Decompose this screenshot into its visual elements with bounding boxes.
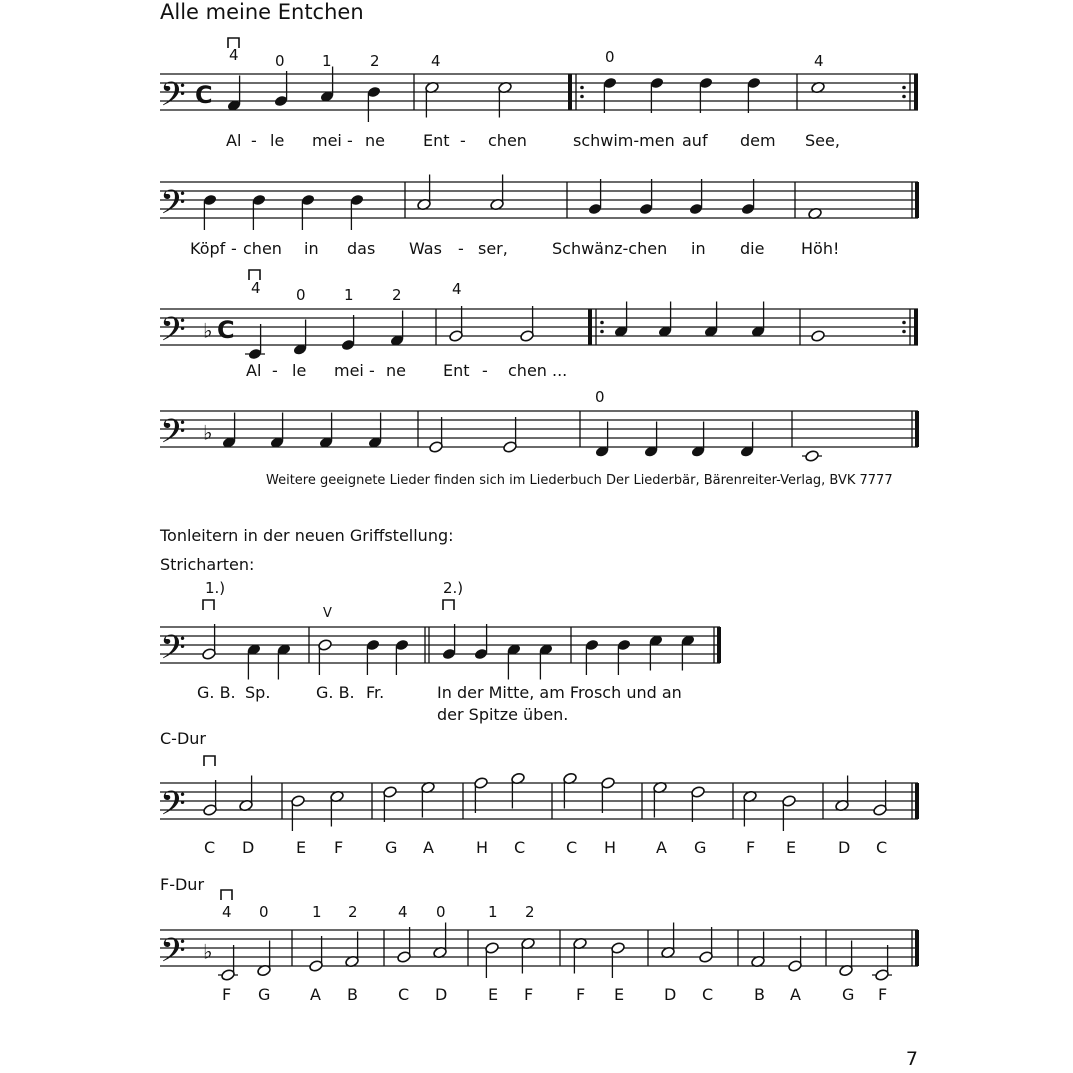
note-name: F <box>334 838 344 857</box>
repeat-dot <box>580 86 584 90</box>
note-name: D <box>242 838 255 857</box>
fingering-number: 0 <box>605 48 615 66</box>
lyric-syllable: Ent <box>443 361 470 380</box>
fingering-number: 2 <box>525 903 535 921</box>
lyric-syllable: die <box>740 239 765 258</box>
time-signature-icon: C <box>217 316 235 344</box>
note-name: G <box>385 838 398 857</box>
lyric-hyphen: - <box>369 361 375 380</box>
bass-clef-icon: 𝄢 <box>160 629 186 675</box>
page-number: 7 <box>905 1048 918 1070</box>
note-name: E <box>786 838 797 857</box>
flat-icon: ♭ <box>203 420 213 445</box>
note-name: C <box>514 838 526 857</box>
f-major-heading: F-Dur <box>160 875 205 894</box>
lyric-syllable: Köpf <box>190 239 226 258</box>
final-bar <box>915 182 919 218</box>
flat-icon: ♭ <box>203 939 213 964</box>
lyric-syllable: mei <box>312 131 342 150</box>
lyric-syllable: das <box>347 239 376 258</box>
lyric-syllable: Höh! <box>801 239 840 258</box>
note-name: A <box>423 838 434 857</box>
bowing-heading: Stricharten: <box>160 555 255 574</box>
bass-clef-icon: 𝄢 <box>160 413 186 459</box>
repeat-dot <box>902 86 906 90</box>
note-name: F <box>524 985 534 1004</box>
note-name: H <box>604 838 617 857</box>
bowing-label: Sp. <box>245 683 271 702</box>
fingering-number: 2 <box>370 52 380 70</box>
down-bow-icon <box>443 600 454 610</box>
note-name: G <box>258 985 271 1004</box>
bass-clef-icon: 𝄢 <box>160 932 186 978</box>
lyric-syllable: chen <box>488 131 527 150</box>
fingering-number: 0 <box>436 903 446 921</box>
lyric-syllable: le <box>270 131 285 150</box>
fingering-number: 4 <box>229 46 239 64</box>
flat-icon: ♭ <box>203 318 213 343</box>
repeat-dot <box>600 321 604 325</box>
fingering-number: 4 <box>398 903 408 921</box>
bass-clef-icon: 𝄢 <box>160 311 186 357</box>
fingering-number: 0 <box>595 388 605 406</box>
note-name: D <box>838 838 851 857</box>
note-name: D <box>664 985 677 1004</box>
bass-clef-icon: 𝄢 <box>160 76 186 122</box>
note-name: E <box>614 985 625 1004</box>
bass-clef-icon: 𝄢 <box>160 785 186 831</box>
fingering-number: 4 <box>452 280 462 298</box>
repeat-dot <box>902 330 906 334</box>
fingering-number: 1 <box>344 286 354 304</box>
fingering-number: 4 <box>431 52 441 70</box>
repeat-dot <box>902 321 906 325</box>
lyric-hyphen: - <box>482 361 488 380</box>
bowing-instruction: In der Mitte, am Frosch und an <box>437 683 682 702</box>
lyric-hyphen: - <box>458 239 464 258</box>
lyric-syllable: Al <box>246 361 262 380</box>
note-name: G <box>694 838 707 857</box>
repeat-dot <box>902 95 906 99</box>
exercise-label-1: 1.) <box>205 579 226 597</box>
lyric-syllable: See, <box>805 131 840 150</box>
note-head <box>811 330 826 343</box>
lyric-syllable: chen ... <box>508 361 568 380</box>
repeat-dot <box>580 95 584 99</box>
final-bar <box>717 627 721 663</box>
up-bow-icon: V <box>323 606 332 621</box>
lyric-syllable: Schwänz-chen <box>552 239 668 258</box>
repeat-bar <box>914 309 918 345</box>
note-name: F <box>222 985 232 1004</box>
fingering-number: 4 <box>251 279 261 297</box>
lyric-syllable: ne <box>386 361 406 380</box>
note-name: F <box>746 838 756 857</box>
note-name: B <box>754 985 765 1004</box>
lyric-syllable: dem <box>740 131 776 150</box>
lyric-syllable: le <box>292 361 307 380</box>
note-name: H <box>476 838 489 857</box>
lyric-syllable: Was <box>409 239 442 258</box>
note-name: G <box>842 985 855 1004</box>
note-name: B <box>347 985 358 1004</box>
fingering-number: 4 <box>222 903 232 921</box>
down-bow-icon <box>203 600 214 610</box>
note-name: A <box>656 838 667 857</box>
repeat-dot <box>600 330 604 334</box>
lyric-hyphen: - <box>231 239 237 258</box>
lyric-syllable: ser, <box>478 239 508 258</box>
note-name: D <box>435 985 448 1004</box>
lyric-syllable: in <box>304 239 319 258</box>
down-bow-icon <box>221 890 232 900</box>
songbook-reference: Weitere geeignete Lieder finden sich im Liederbuch Der Liederbär, Bärenreiter-Verlag, BVK 7777 <box>266 473 893 488</box>
lyric-hyphen: - <box>460 131 466 150</box>
lyric-syllable: Ent <box>423 131 450 150</box>
fingering-number: 1 <box>322 52 332 70</box>
note-name: E <box>296 838 307 857</box>
fingering-number: 4 <box>814 52 824 70</box>
note-name: A <box>310 985 321 1004</box>
fingering-number: 2 <box>348 903 358 921</box>
note-name: F <box>878 985 888 1004</box>
bowing-label: Fr. <box>366 683 385 702</box>
lyric-syllable: chen <box>243 239 282 258</box>
lyric-hyphen: - <box>251 131 257 150</box>
repeat-bar <box>914 74 918 110</box>
lyric-hyphen: - <box>347 131 353 150</box>
time-signature-icon: C <box>195 81 213 109</box>
fingering-number: 2 <box>392 286 402 304</box>
fingering-number: 1 <box>488 903 498 921</box>
down-bow-icon <box>204 756 215 766</box>
scales-heading: Tonleitern in der neuen Griffstellung: <box>160 526 454 545</box>
repeat-bar <box>568 74 572 110</box>
note-name: C <box>398 985 410 1004</box>
lyric-syllable: Al <box>226 131 242 150</box>
note-name: C <box>876 838 888 857</box>
lyric-hyphen: - <box>272 361 278 380</box>
fingering-number: 1 <box>312 903 322 921</box>
note-name: F <box>576 985 586 1004</box>
lyric-syllable: schwim-men <box>573 131 675 150</box>
lyric-syllable: mei <box>334 361 364 380</box>
final-bar <box>915 411 919 447</box>
lyric-syllable: ne <box>365 131 385 150</box>
bass-clef-icon: 𝄢 <box>160 184 186 230</box>
song-title: Alle meine Entchen <box>160 0 364 24</box>
repeat-bar <box>588 309 592 345</box>
fingering-number: 0 <box>259 903 269 921</box>
bowing-instruction: der Spitze üben. <box>437 705 569 724</box>
note-name: C <box>204 838 216 857</box>
note-name: A <box>790 985 801 1004</box>
lyric-syllable: in <box>691 239 706 258</box>
fingering-number: 0 <box>275 52 285 70</box>
final-bar <box>915 930 919 966</box>
exercise-label-2: 2.) <box>443 579 464 597</box>
lyric-syllable: auf <box>682 131 708 150</box>
c-major-heading: C-Dur <box>160 729 206 748</box>
bowing-label: G. B. <box>316 683 355 702</box>
fingering-number: 0 <box>296 286 306 304</box>
note-head <box>805 450 820 463</box>
final-bar <box>915 783 919 819</box>
bowing-label: G. B. <box>197 683 236 702</box>
note-name: C <box>566 838 578 857</box>
note-name: C <box>702 985 714 1004</box>
note-name: E <box>488 985 499 1004</box>
